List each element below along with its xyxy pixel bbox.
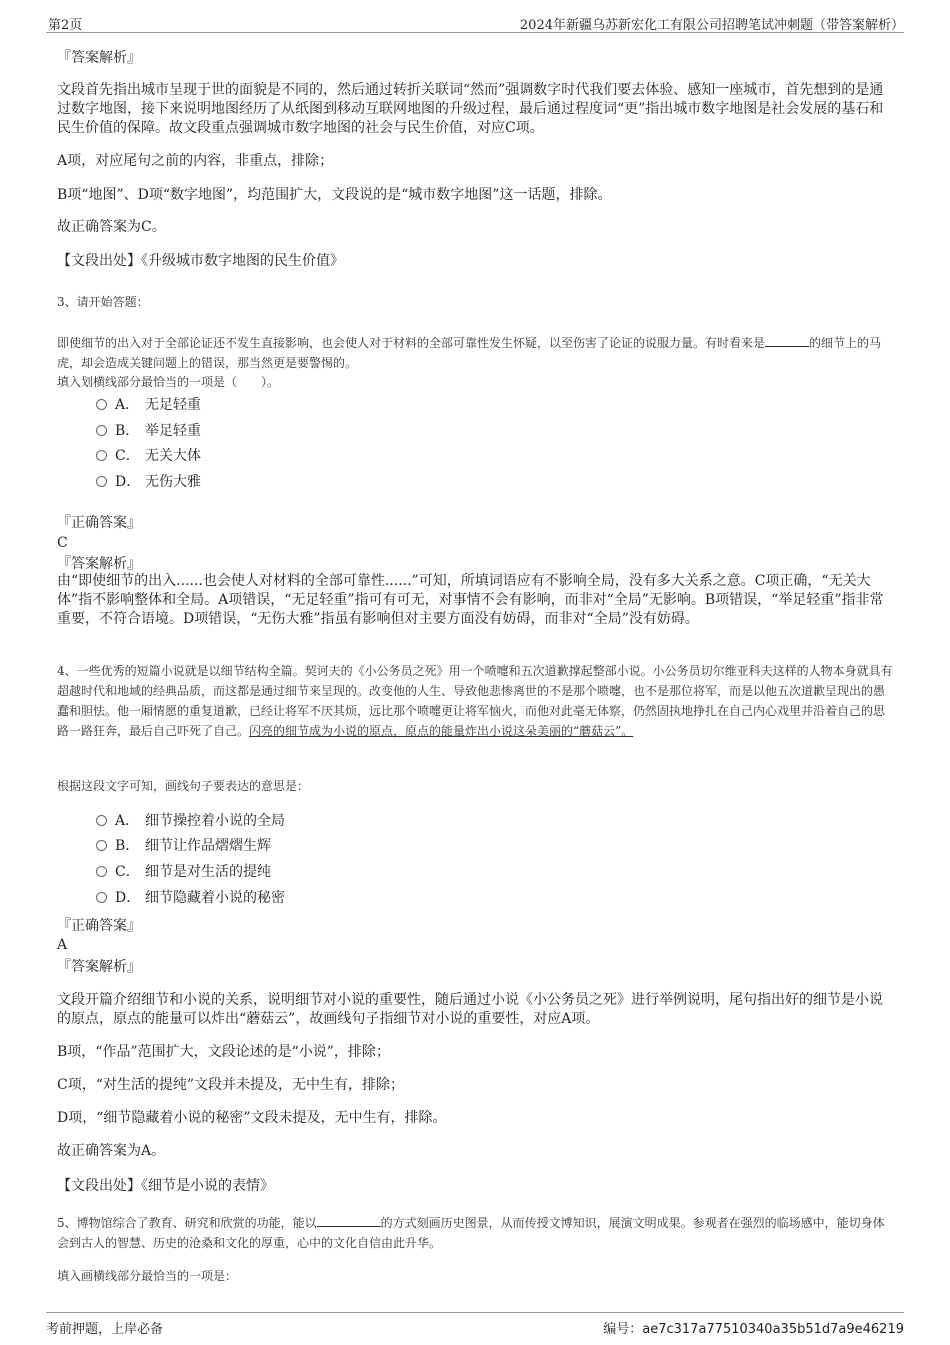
q5-instruction: 填入画横线部分最恰当的一项是：: [57, 1269, 238, 1283]
q3-option-a[interactable]: A． 无足轻重: [96, 395, 201, 415]
page-header: [46, 10, 904, 33]
q4-note-d: D项，“细节隐藏着小说的秘密”文段未提及，无中生有，排除。: [57, 1110, 447, 1126]
q4-answer-label: 『正确答案』: [57, 918, 141, 934]
page-footer: [46, 1312, 904, 1343]
q4-instruction: 根据这段文字可知，画线句子要表达的意思是：: [57, 779, 310, 793]
q4-option-d[interactable]: D． 细节隐藏着小说的秘密: [96, 888, 285, 908]
q4-note-c: C项，“对生活的提纯”文段并未提及，无中生有，排除；: [57, 1077, 405, 1093]
document-title: 2024年新疆乌苏新宏化工有限公司招聘笔试冲刺题（带答案解析）: [519, 18, 904, 33]
q3-stem: 即使细节的出入对于全部论证还不发生直接影响，也会使人对于材料的全部可靠性发生怀疑，以至伤害了论证的说服力量。有时看来是 的细节上的马虎，却会造成关键问题上的错误，那当然更是要警惕的。: [57, 332, 895, 373]
q3-analysis-text: 由“即使细节的出入......也会使人对材料的全部可靠性......”可知，所填词语应有不影响全局，没有多大关系之意。C项正确，“无关大体”指不影响整体和全局。A项错误，“无足轻重”指可有可无，对事情不会有影响，而非对“全局”无影响。B项错误，“举足轻重”指非常重要，不符合语境。D项错误，“无伤大雅”指虽有影响但对主要方面没有妨碍，而非对“全局”没有妨碍。: [57, 573, 884, 627]
q3-analysis-label: 『答案解析』: [57, 556, 141, 572]
q4-option-c[interactable]: C． 细节是对生活的提纯: [96, 862, 271, 882]
radio-icon[interactable]: [96, 476, 107, 487]
q4-conclusion: 故正确答案为A。: [57, 1143, 166, 1159]
q4-source: 【文段出处】《细节是小说的表情》: [57, 1178, 274, 1194]
radio-icon[interactable]: [96, 840, 107, 851]
radio-icon[interactable]: [96, 425, 107, 436]
q2-analysis-label: 『答案解析』: [57, 50, 141, 66]
q3-answer: C: [57, 535, 68, 551]
q4-option-a[interactable]: A． 细节操控着小说的全局: [96, 811, 285, 831]
q3-option-c[interactable]: C． 无关大体: [96, 446, 201, 466]
q3-answer-label: 『正确答案』: [57, 515, 141, 531]
page-number: 第2页: [48, 18, 83, 33]
q4-analysis-text: 文段开篇介绍细节和小说的关系，说明细节对小说的重要性，随后通过小说《小公务员之死》进行举例说明，尾句指出好的细节是小说的原点，原点的能量可以炸出“蘑菇云”，故画线句子指细节对小说的重要性，对应A项。: [57, 992, 883, 1027]
q2-conclusion: 故正确答案为C。: [57, 219, 166, 235]
q3-blank: [765, 332, 809, 347]
radio-icon[interactable]: [96, 866, 107, 877]
q3-option-d[interactable]: D． 无伤大雅: [96, 472, 201, 492]
footer-slogan: 考前押题，上岸必备: [46, 1322, 164, 1337]
q5-blank: [317, 1212, 381, 1227]
q3-prompt: 3、请开始答题：: [57, 295, 149, 309]
q4-stem: 4、一些优秀的短篇小说就是以细节结构全篇。契诃夫的《小公务员之死》用一个喷嚏和五次道歉撑起整部小说。小公务员切尔维亚科夫这样的人物本身就具有超越时代和地域的经典品质，而这都是通过细节来呈现的。改变他的人生、导致他悲惨离世的不是那个喷嚏，也不是那位将军，而是以他五次道歉呈现出的愚蠢和胆怯。他一厢情愿的重复道歉，已经让将军不厌其烦，远比那个喷嚏更让将军恼火，而他对此毫无体察，仍然固执地挣扎在自己内心戏里并沿着自己的思路一路狂奔，最后自己吓死了自己。闪亮的细节成为小说的原点，原点的能量炸出小说这朵美丽的“蘑菇云”。: [57, 664, 893, 738]
q4-answer: A: [57, 937, 68, 953]
q5-stem: 5、博物馆综合了教育、研究和欣赏的功能，能以 的方式刻画历史图景，从而传授文博知识，展演文明成果。参观者在强烈的临场感中，能切身体会到古人的智慧、历史的沧桑和文化的厚重，心中的文化自信由此升华。: [57, 1212, 895, 1253]
q2-note-bd: B项“地图”、D项“数字地图”，均范围扩大，文段说的是“城市数字地图”这一话题，排除。: [57, 187, 612, 203]
radio-icon[interactable]: [96, 892, 107, 903]
q3-instruction: 填入划横线部分最恰当的一项是（ ）。: [57, 375, 280, 389]
q4-note-b: B项，“作品”范围扩大，文段论述的是“小说”，排除；: [57, 1044, 390, 1060]
q2-source: 【文段出处】《升级城市数字地图的民生价值》: [57, 253, 344, 269]
radio-icon[interactable]: [96, 450, 107, 461]
radio-icon[interactable]: [96, 815, 107, 826]
q3-option-b[interactable]: B． 举足轻重: [96, 421, 201, 441]
q4-underlined-sentence: 闪亮的细节成为小说的原点，原点的能量炸出小说这朵美丽的“蘑菇云”。: [249, 724, 634, 738]
q4-option-b[interactable]: B． 细节让作品熠熠生辉: [96, 836, 271, 856]
q2-note-a: A项，对应尾句之前的内容，非重点，排除；: [57, 153, 334, 169]
radio-icon[interactable]: [96, 399, 107, 410]
q4-analysis-label: 『答案解析』: [57, 959, 141, 975]
footer-code: 编号：ae7c317a77510340a35b51d7a9e46219: [603, 1322, 904, 1337]
q2-analysis-text: 文段首先指出城市呈现于世的面貌是不同的，然后通过转折关联词“然而”强调数字时代我们要去体验、感知一座城市，首先想到的是通过数字地图，接下来说明地图经历了从纸图到移动互联网地图的升级过程，最后通过程度词“更”指出城市数字地图是社会发展的基石和民生价值的保障。故文段重点强调城市数字地图的社会与民生价值，对应C项。: [57, 82, 884, 136]
